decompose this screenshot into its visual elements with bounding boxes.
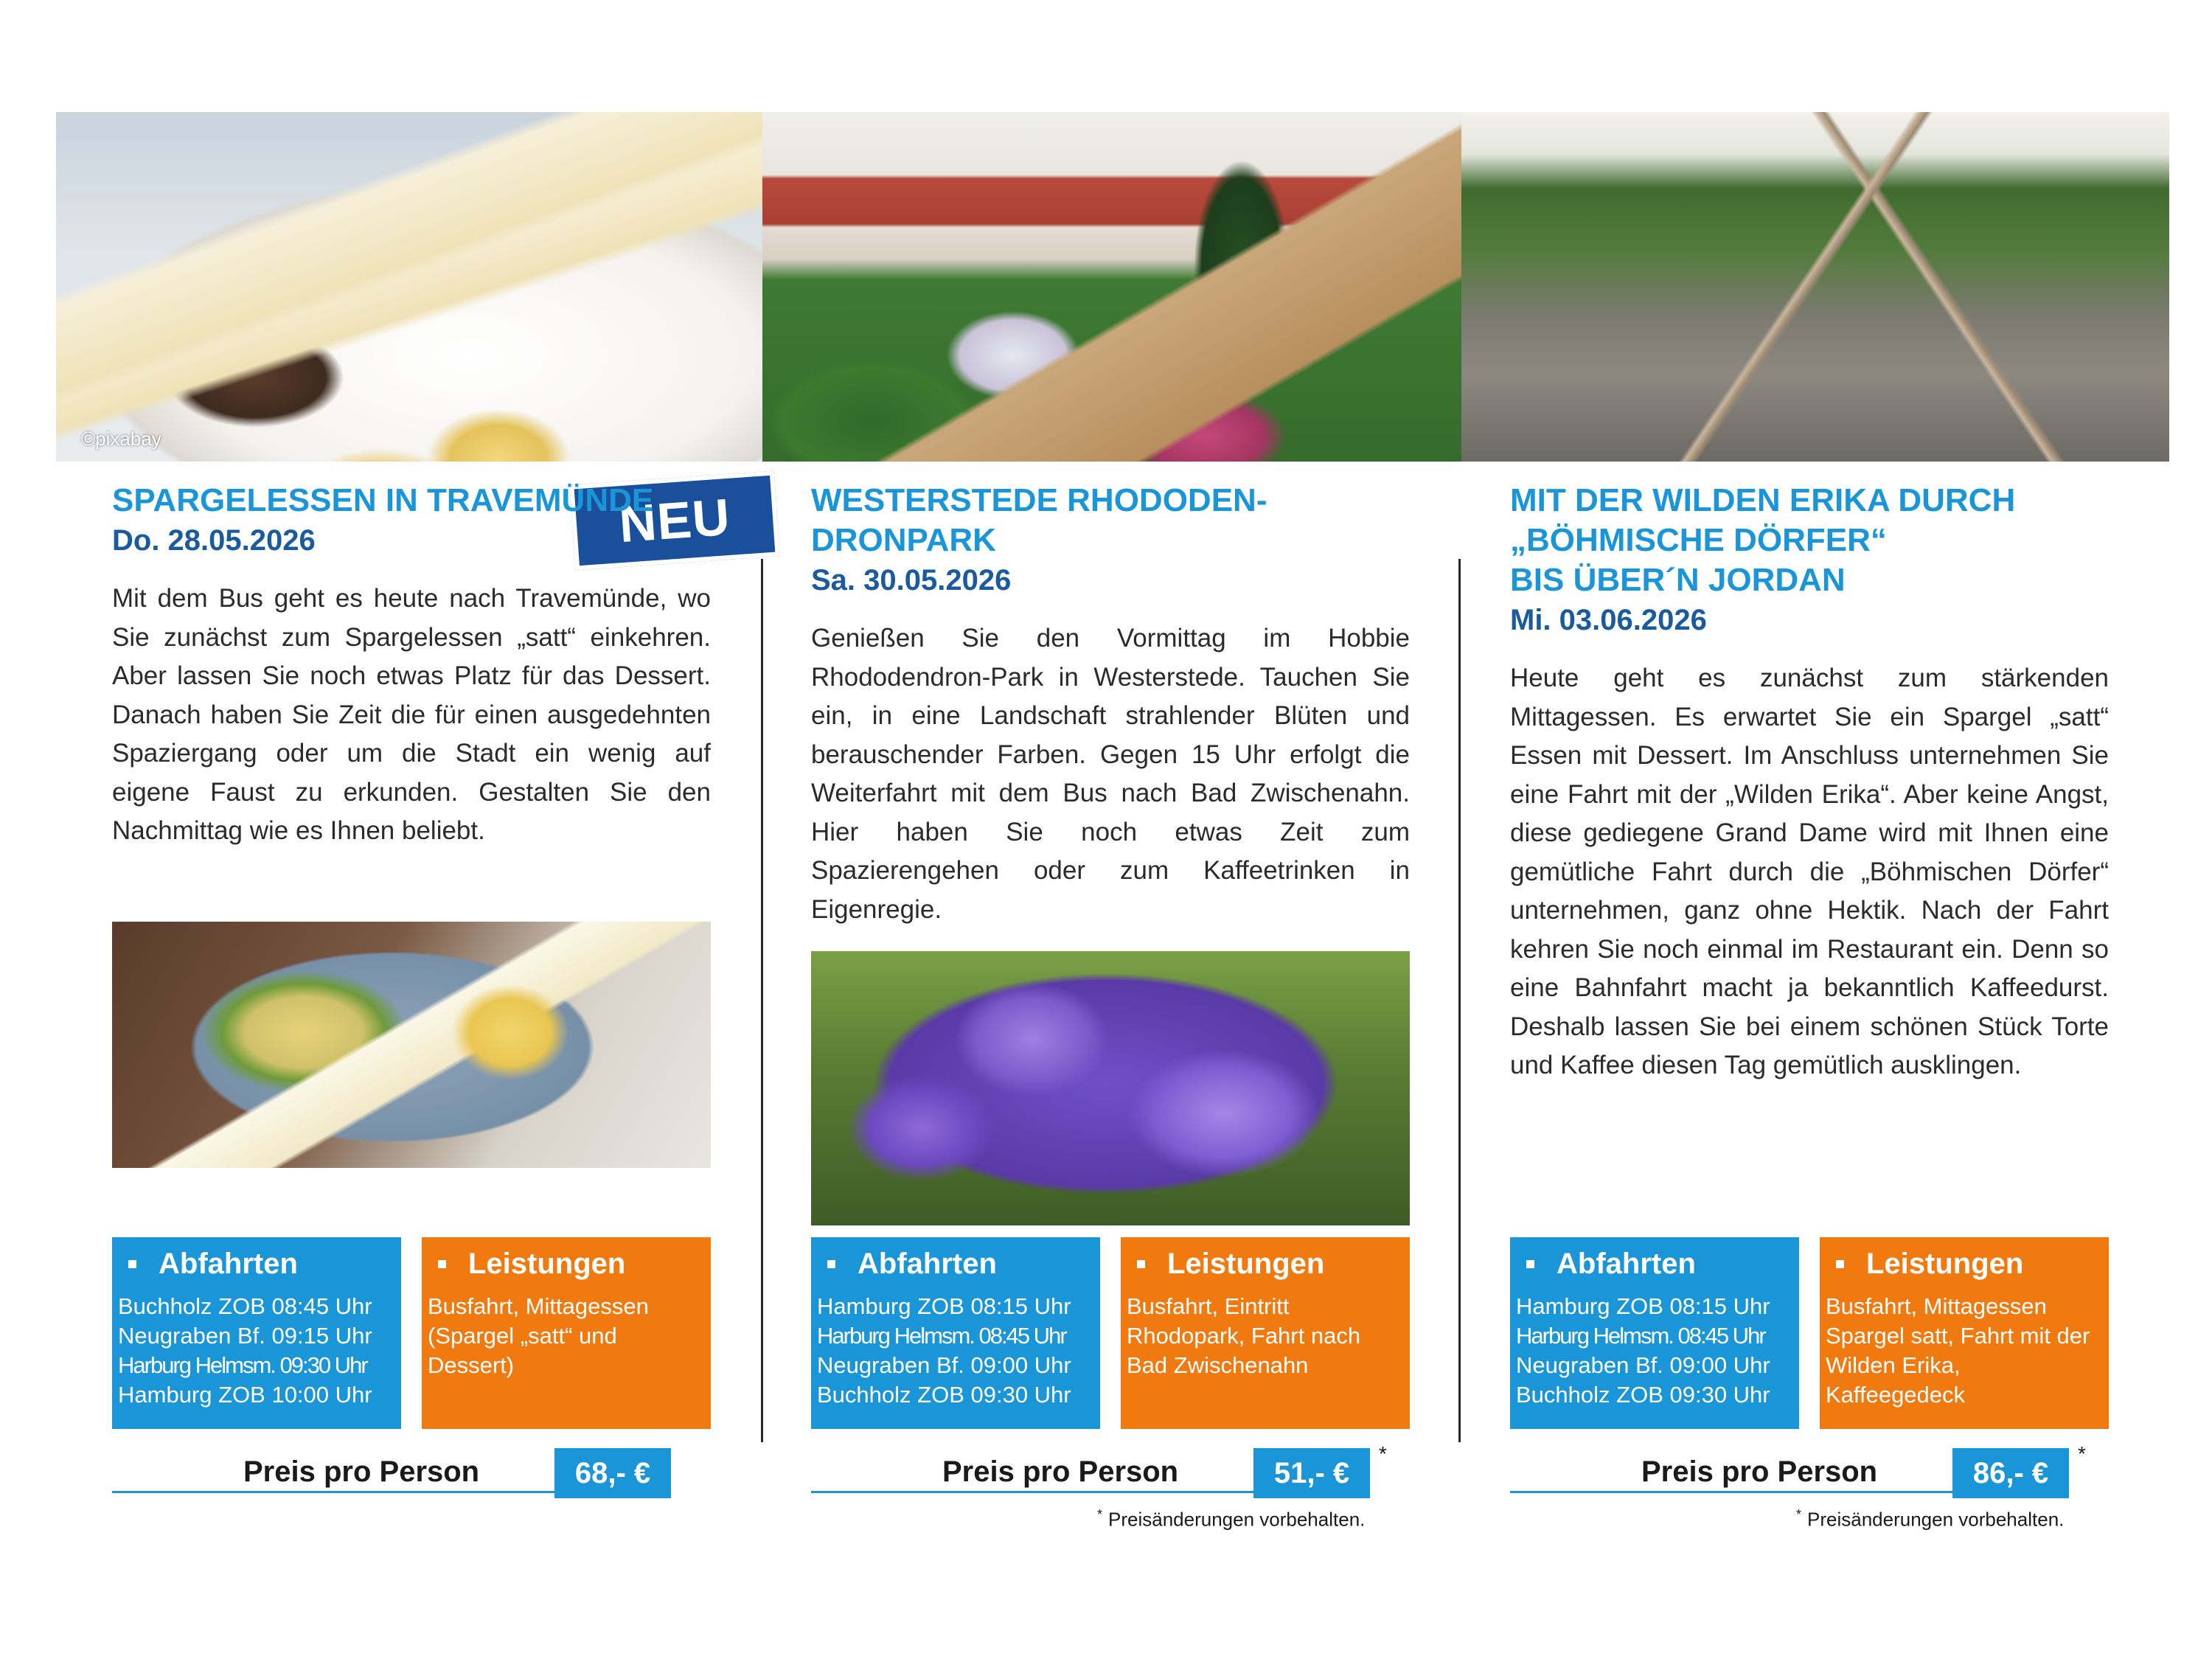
garden-boardwalk-photo bbox=[762, 112, 1461, 462]
list-item: Hamburg ZOB 08:15 Uhr bbox=[817, 1293, 1071, 1319]
list-item: Neugraben Bf. 09:00 Uhr bbox=[817, 1352, 1071, 1378]
price-footnote bbox=[1796, 1507, 2064, 1531]
square-bullet-icon bbox=[438, 1260, 446, 1268]
departures-list bbox=[112, 1292, 401, 1410]
footnote-text: Preisänderungen vorbehalten. bbox=[1108, 1508, 1366, 1531]
footnote-marker: * bbox=[1796, 1507, 1802, 1522]
departures-box bbox=[112, 1237, 401, 1429]
price-underline bbox=[1510, 1491, 1952, 1493]
departures-list bbox=[811, 1292, 1100, 1410]
tour-date: Do. 28.05.2026 bbox=[112, 524, 316, 557]
list-item: Neugraben Bf. 09:15 Uhr bbox=[118, 1323, 372, 1349]
price-row bbox=[112, 1445, 672, 1504]
departures-heading bbox=[811, 1237, 1100, 1279]
new-badge-label: NEU bbox=[617, 487, 732, 554]
list-item: Hamburg ZOB 08:15 Uhr bbox=[1516, 1293, 1770, 1319]
list-item: Neugraben Bf. 09:00 Uhr bbox=[1516, 1352, 1770, 1378]
price-label: Preis pro Person bbox=[243, 1455, 480, 1488]
departures-heading bbox=[1510, 1237, 1799, 1279]
departures-heading bbox=[112, 1237, 401, 1279]
square-bullet-icon bbox=[1137, 1260, 1145, 1268]
railway-tracks-photo bbox=[1461, 112, 2169, 462]
tour-description: Mit dem Bus geht es heute nach Travemünde, wo Sie zunächst zum Spargelessen „satt“ einkehren. Aber lassen Sie noch etwas Platz für das Dessert. Danach haben Sie Zeit die für einen ausgedehnten Spaziergang oder um die Stadt ein wenig auf eigene Faust zu erkunden. Gestalten Sie den Nachmittag wie es Ihnen beliebt. bbox=[112, 584, 711, 845]
price-tag: 86,- € bbox=[1952, 1448, 2069, 1498]
tour-date: Sa. 30.05.2026 bbox=[811, 564, 1012, 597]
tour-title bbox=[1510, 481, 2109, 600]
departures-box bbox=[811, 1237, 1100, 1429]
services-text: Busfahrt, Mittagessen Spargel satt, Fahrt mit der Wilden Erika, Kaffeegedeck bbox=[1826, 1293, 2090, 1408]
tour-title-line: MIT DER WILDEN ERIKA DURCH bbox=[1510, 482, 2016, 518]
services-heading-label: Leistungen bbox=[468, 1248, 626, 1280]
services-box bbox=[422, 1237, 711, 1429]
asparagus-potatoes-photo bbox=[112, 922, 711, 1168]
footnote-marker: * bbox=[1379, 1442, 1387, 1465]
tour-column-2 bbox=[811, 481, 1410, 929]
price-row bbox=[811, 1442, 1416, 1504]
tour-column-1 bbox=[112, 481, 711, 851]
price-underline bbox=[811, 1491, 1253, 1493]
services-heading-label: Leistungen bbox=[1866, 1248, 2024, 1280]
price-tag: 51,- € bbox=[1253, 1448, 1370, 1498]
photo-credit: ©pixabay bbox=[81, 428, 161, 450]
tour-date: Mi. 03.06.2026 bbox=[1510, 604, 1707, 636]
price-underline bbox=[112, 1491, 554, 1493]
tour-title-line: BIS ÜBER´N JORDAN bbox=[1510, 562, 1846, 598]
departures-heading-label: Abfahrten bbox=[159, 1248, 298, 1280]
departures-box bbox=[1510, 1237, 1799, 1429]
departures-heading-label: Abfahrten bbox=[1557, 1248, 1696, 1280]
list-item: Harburg Helmsm. 09:30 Uhr bbox=[118, 1352, 367, 1378]
price-label: Preis pro Person bbox=[1641, 1455, 1878, 1488]
departures-heading-label: Abfahrten bbox=[858, 1248, 997, 1280]
services-text: Busfahrt, Eintritt Rhodopark, Fahrt nach Bad Zwischenahn bbox=[1127, 1293, 1361, 1378]
tour-title-line: „BÖHMISCHE DÖRFER“ bbox=[1510, 522, 1887, 558]
tour-description: Genießen Sie den Vormittag im Hobbie Rhododendron-Park in Westerstede. Tauchen Sie ein, in eine Landschaft strahlender Blüten und berauschender Farben. Gegen 15 Uhr erfolgt die Weiterfahrt mit dem Bus nach Bad Zwischenahn. Hier haben Sie noch etwas Zeit zum Spazierengehen oder zum Kaffeetrinken in Eigenregie. bbox=[811, 624, 1410, 924]
square-bullet-icon bbox=[1526, 1260, 1534, 1268]
price-footnote bbox=[1097, 1507, 1365, 1531]
departures-list bbox=[1510, 1292, 1799, 1410]
footnote-text: Preisänderungen vorbehalten. bbox=[1807, 1508, 2065, 1531]
list-item: Buchholz ZOB 09:30 Uhr bbox=[817, 1382, 1071, 1408]
services-box bbox=[1121, 1237, 1410, 1429]
square-bullet-icon bbox=[827, 1260, 835, 1268]
column-divider bbox=[761, 559, 763, 1442]
footnote-marker: * bbox=[2078, 1442, 2086, 1465]
tour-title: SPARGELESSEN IN TRAVEMÜNDE bbox=[112, 482, 654, 518]
services-heading bbox=[1121, 1237, 1410, 1279]
list-item: Hamburg ZOB 10:00 Uhr bbox=[118, 1382, 372, 1408]
services-heading-label: Leistungen bbox=[1167, 1248, 1325, 1280]
services-text: Busfahrt, Mittagessen (Spargel „satt“ und Dessert) bbox=[428, 1293, 649, 1378]
list-item: Harburg Helmsm. 08:45 Uhr bbox=[1516, 1323, 1765, 1349]
list-item: Buchholz ZOB 09:30 Uhr bbox=[1516, 1382, 1770, 1408]
tour-description: Heute geht es zunächst zum stärkenden Mittagessen. Es erwartet Sie ein Spargel „satt“ Essen mit Dessert. Im Anschluss unternehmen Sie eine Fahrt mit der „Wilden Erika“. Aber keine Angst, diese gediegene Grand Dame wird mit Ihnen eine gemütliche Fahrt durch die „Böhmischen Dörfer“ unternehmen, ganz ohne Hektik. Nach der Fahrt kehren Sie noch einmal im Restaurant ein. Denn so eine Bahnfahrt macht ja bekanntlich Kaffeedurst. Deshalb lassen Sie bei einem schönen Stück Torte und Kaffee diesen Tag gemütlich ausklingen. bbox=[1510, 664, 2109, 1079]
square-bullet-icon bbox=[128, 1260, 136, 1268]
services-heading bbox=[422, 1237, 711, 1279]
square-bullet-icon bbox=[1836, 1260, 1844, 1268]
price-label: Preis pro Person bbox=[942, 1455, 1179, 1488]
price-tag: 68,- € bbox=[554, 1448, 671, 1498]
services-box bbox=[1820, 1237, 2109, 1429]
rhododendron-flowers-photo bbox=[811, 951, 1410, 1225]
price-row bbox=[1510, 1442, 2115, 1504]
footnote-marker: * bbox=[1097, 1507, 1103, 1522]
tour-title: WESTERSTEDE RHODODEN-DRONPARK bbox=[811, 482, 1267, 558]
list-item: Harburg Helmsm. 08:45 Uhr bbox=[817, 1323, 1066, 1349]
list-item: Buchholz ZOB 08:45 Uhr bbox=[118, 1293, 372, 1319]
services-heading bbox=[1820, 1237, 2109, 1279]
column-divider bbox=[1458, 559, 1461, 1442]
tour-column-3 bbox=[1510, 481, 2109, 1085]
